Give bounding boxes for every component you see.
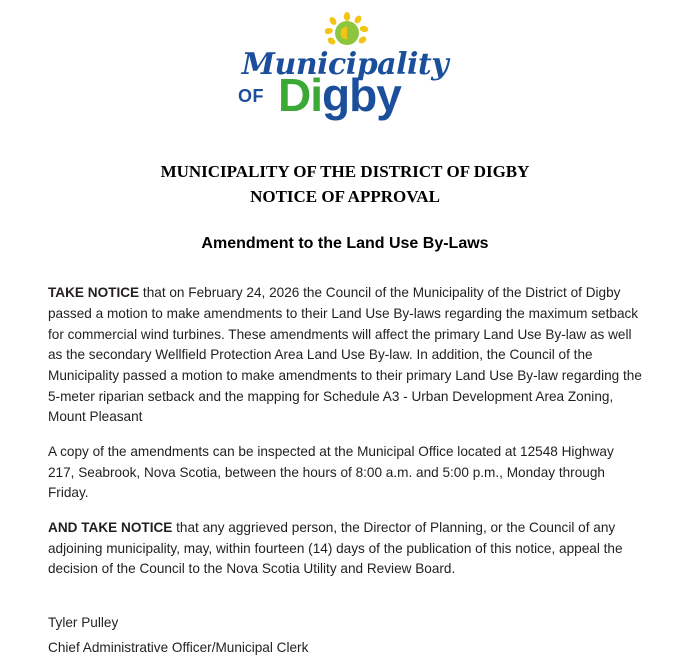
page-title-line-2: NOTICE OF APPROVAL xyxy=(250,186,440,206)
municipality-of-digby-logo xyxy=(230,10,460,130)
signatory-name: Tyler Pulley xyxy=(48,614,119,630)
take-notice-text: that on February 24, 2026 the Council of the Municipality of the District of Digby passed a motion to make amendments to their Land Use By-laws regarding the maximum setback for commercial wind turbines. These amendments will affect the primary Land Use By-law as well as the secondary Wellfield Protection Area Land Use By-law. In addition, the Council of the Municipality passed a motion to make amendments to their primary Land Use By-law regarding the 5-meter riparian setback and the mapping for Schedule A3 - Urban Development Area Zoning, Mount Pleasant xyxy=(48,285,642,425)
document-body xyxy=(48,283,642,580)
paragraph-and-take-notice xyxy=(48,518,642,580)
paragraph-take-notice xyxy=(48,283,642,428)
and-take-notice-text: that any aggrieved person, the Director of Planning, or the Council of any adjoining municipality, may, within fourteen (14) days of the publication of this notice, appeal the decision of the Council to the Nova Scotia Utility and Review Board. xyxy=(48,519,623,577)
page-subtitle: Amendment to the Land Use By-Laws xyxy=(201,235,489,253)
logo-word-of: OF xyxy=(238,86,264,106)
take-notice-lead: TAKE NOTICE xyxy=(48,285,140,301)
signature-block xyxy=(48,610,642,660)
and-take-notice-lead: AND TAKE NOTICE xyxy=(48,519,173,535)
paragraph-inspection: A copy of the amendments can be inspected at the Municipal Office located at 12548 Highway 217, Seabrook, Nova Scotia, between the hours of 8:00 a.m. and 5:00 p.m., Monday through Friday. xyxy=(48,443,614,501)
page-title-line-1: MUNICIPALITY OF THE DISTRICT OF DIGBY xyxy=(160,162,530,181)
document-header xyxy=(48,160,642,253)
logo-word-municipality: Municipality xyxy=(241,47,449,82)
logo-word-digby xyxy=(278,69,401,121)
signatory-title: Chief Administrative Officer/Municipal Clerk xyxy=(48,639,309,655)
logo-block xyxy=(48,0,642,130)
logo-word-digby-part2: gby xyxy=(322,69,401,121)
logo-word-digby-part1: Di xyxy=(278,69,322,121)
